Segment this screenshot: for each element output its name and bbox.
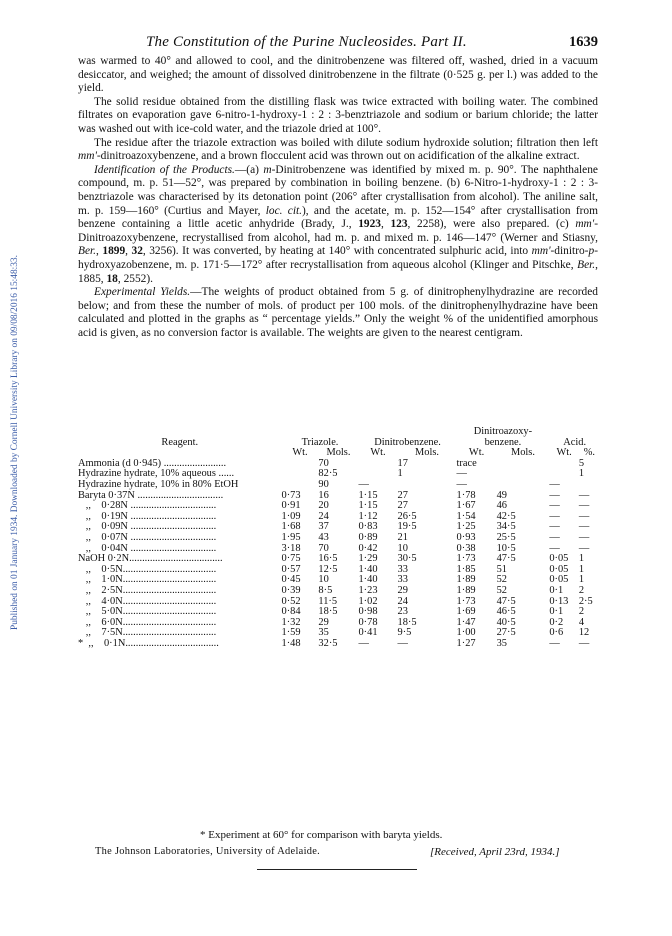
cell-dm: 21 <box>397 531 408 543</box>
table-row <box>78 639 600 650</box>
cell-dm: 23 <box>397 606 408 618</box>
table-row <box>78 533 600 544</box>
cell-tw: 1·59 <box>281 627 301 639</box>
cell-xw: 0·93 <box>456 531 476 543</box>
table-row <box>78 459 600 470</box>
cell-xw: 1·78 <box>456 489 476 501</box>
cell-aw: — <box>549 478 560 490</box>
download-watermark <box>0 150 20 650</box>
cell-tw: 0·45 <box>281 574 301 586</box>
cell-dm: 17 <box>397 457 408 469</box>
col-dinitroazoxy-line1: Dinitroazoxy- <box>473 426 533 437</box>
cell-dw: 1·40 <box>358 574 378 586</box>
table-row <box>78 522 600 533</box>
cell-aw: — <box>549 489 560 501</box>
sub-wt: Wt. <box>370 447 386 459</box>
cell-xm <box>497 480 550 491</box>
received-date: [Received, April 23rd, 1934.] <box>430 846 560 858</box>
cell-am: — <box>578 542 590 554</box>
page-number: 1639 <box>569 34 598 50</box>
cell-aw: — <box>549 637 560 649</box>
cell-tw: 0·73 <box>281 489 301 501</box>
cell-xm: 51 <box>496 563 507 575</box>
cell-xm: 52 <box>496 584 507 596</box>
cell-xm: 25·5 <box>496 531 516 543</box>
table-row <box>78 554 600 565</box>
cell-dm: 33 <box>397 563 408 575</box>
cell-am <box>579 480 600 491</box>
cell-dw: 0·89 <box>358 531 378 543</box>
reagent-cell: ,, 5·0N.................................... <box>78 607 217 618</box>
cell-xm: 52 <box>496 574 507 586</box>
cell-tw: 3·18 <box>281 542 301 554</box>
cell-am: 2 <box>578 606 585 618</box>
cell-xw: 1·27 <box>456 637 476 649</box>
table-row <box>78 628 600 639</box>
yields-table <box>78 427 600 649</box>
cell-tm: 16·5 <box>318 553 338 565</box>
cell-tm: 82·5 <box>318 468 338 480</box>
reagent-cell: ,, 0·07N ................................. <box>78 532 217 543</box>
reagent-cell: ,, 0·28N ................................. <box>78 501 217 512</box>
table-body <box>78 459 600 650</box>
cell-xw: 1·54 <box>456 510 476 522</box>
section-label-identification: Identification of the Products. <box>94 163 235 176</box>
cell-am: 4 <box>578 616 585 628</box>
cell-xw: 1·89 <box>456 584 476 596</box>
cell-tm: 10 <box>318 574 329 586</box>
cell-am: — <box>578 510 590 522</box>
cell-xm: 47·5 <box>496 595 516 607</box>
cell-aw: — <box>549 542 560 554</box>
cell-tw <box>282 480 319 491</box>
cell-aw: 0·05 <box>549 553 569 565</box>
paragraph-experimental-yields: Experimental Yields.—The weights of product obtained from 5 g. of dinitrophenylhydrazine are recorded below; and from these the number of mols. of product per 100 mols. of the dinitrophenylhydrazine have been calculated and plotted in the graphs as “ percentage yields.” Only the weight % of the unidentified amorphous acid is given, as no conversion factor is available. The weights are given to the nearest centigram. <box>78 286 598 339</box>
cell-dm: 26·5 <box>397 510 417 522</box>
table-header-row-1 <box>78 427 600 438</box>
cell-aw: 0·05 <box>549 563 569 575</box>
table-row <box>78 469 600 480</box>
cell-dw: 1·29 <box>358 553 378 565</box>
cell-tm: 16 <box>318 489 329 501</box>
cell-dw: — <box>358 637 369 649</box>
table-row <box>78 501 600 512</box>
cell-aw: 0·05 <box>549 574 569 586</box>
cell-am: — <box>578 637 590 649</box>
cell-am: 5 <box>578 457 585 469</box>
cell-dw: — <box>358 478 369 490</box>
col-dinitroazoxy-line2: benzene. <box>484 436 522 448</box>
cell-dm: 27 <box>397 489 408 501</box>
cell-am: — <box>578 489 590 501</box>
cell-am: 2·5 <box>578 595 593 607</box>
cell-dm: 18·5 <box>397 616 417 628</box>
cell-xm <box>497 469 550 480</box>
cell-xm: 34·5 <box>496 521 516 533</box>
cell-xw: 1·00 <box>456 627 476 639</box>
col-dinitrobenzene: Dinitrobenzene. <box>374 436 441 448</box>
cell-dm: 30·5 <box>397 553 417 565</box>
cell-dw: 1·15 <box>358 489 378 501</box>
cell-dm: 24 <box>397 595 408 607</box>
running-title: The Constitution of the Purine Nucleosides. Part II. <box>146 34 467 50</box>
cell-dw <box>358 459 397 470</box>
cell-xm: 27·5 <box>496 627 516 639</box>
table-row <box>78 597 600 608</box>
cell-aw: 0·1 <box>549 606 564 618</box>
cell-xw: 1·73 <box>456 553 476 565</box>
cell-dw: 0·83 <box>358 521 378 533</box>
cell-aw <box>549 459 579 470</box>
reagent-cell: ,, 0·09N ................................. <box>78 522 217 533</box>
cell-tw: 1·95 <box>281 531 301 543</box>
cell-tm: 35 <box>318 627 329 639</box>
affiliation: The Johnson Laboratories, University of Adelaide. <box>95 846 321 857</box>
cell-tm: 24 <box>318 510 329 522</box>
cell-xw: trace <box>456 457 477 469</box>
table-row <box>78 607 600 618</box>
cell-dm: 29 <box>397 584 408 596</box>
reagent-cell: ,, 4·0N.................................... <box>78 596 217 607</box>
section-label-yields: Experimental Yields. <box>94 286 191 299</box>
cell-tw <box>282 459 319 470</box>
cell-tm: 8·5 <box>318 584 333 596</box>
cell-tm: 20 <box>318 500 329 512</box>
cell-am: 1 <box>578 553 585 565</box>
cell-aw: — <box>549 500 560 512</box>
cell-dw: 0·42 <box>358 542 378 554</box>
reagent-cell: ,, 1·0N.................................... <box>78 575 217 586</box>
body-text <box>78 55 598 340</box>
cell-am: 2 <box>578 584 585 596</box>
cell-xw: — <box>456 478 467 490</box>
cell-am: — <box>578 531 590 543</box>
cell-tm: 43 <box>318 531 329 543</box>
sub-mols: Mols. <box>415 447 439 459</box>
cell-dw: 0·41 <box>358 627 378 639</box>
table-row <box>78 586 600 597</box>
cell-xw: 1·85 <box>456 563 476 575</box>
sub-wt: Wt. <box>556 447 572 459</box>
cell-tm: 70 <box>318 542 329 554</box>
cell-am: 12 <box>578 627 590 639</box>
cell-dw: 0·78 <box>358 616 378 628</box>
reagent-cell: Hydrazine hydrate, 10% aqueous ...... <box>78 469 235 480</box>
col-acid: Acid. <box>563 436 587 448</box>
cell-xm: 40·5 <box>496 616 516 628</box>
reagent-cell: ,, 0·5N.................................... <box>78 564 217 575</box>
download-watermark-text: Published on 01 January 1934. Downloaded by Cornell University Library on 09/08/2016 15:48:33. <box>10 255 20 630</box>
table-row <box>78 512 600 523</box>
cell-tw: 1·32 <box>281 616 301 628</box>
cell-tw: 1·48 <box>281 637 301 649</box>
cell-tw: 1·09 <box>281 510 301 522</box>
cell-tm: 32·5 <box>318 637 338 649</box>
table-row <box>78 491 600 502</box>
cell-xw: 1·47 <box>456 616 476 628</box>
cell-tw: 0·52 <box>281 595 301 607</box>
cell-xm: 46 <box>496 500 507 512</box>
table-footnote: * Experiment at 60° for comparison with baryta yields. <box>200 829 443 841</box>
cell-dw: 1·02 <box>358 595 378 607</box>
cell-xm: 49 <box>496 489 507 501</box>
running-header <box>78 34 598 54</box>
cell-tw <box>282 469 319 480</box>
cell-tw: 1·68 <box>281 521 301 533</box>
sub-mols: Mols. <box>510 447 535 459</box>
cell-aw: — <box>549 510 560 522</box>
cell-dm: 1 <box>397 468 403 480</box>
cell-aw: 0·2 <box>549 616 564 628</box>
cell-am: 1 <box>578 563 585 575</box>
cell-xw: — <box>456 468 467 480</box>
cell-xw: 1·73 <box>456 595 476 607</box>
cell-xm: 35 <box>496 637 507 649</box>
reagent-cell: ,, 6·0N.................................... <box>78 617 217 628</box>
reagent-cell: Baryta 0·37N ................................. <box>78 490 224 501</box>
cell-tm: 12·5 <box>318 563 338 575</box>
reagent-cell: ,, 0·19N ................................. <box>78 511 217 522</box>
cell-xw: 1·89 <box>456 574 476 586</box>
cell-am: — <box>578 521 590 533</box>
cell-tm: 70 <box>318 457 329 469</box>
cell-xw: 1·25 <box>456 521 476 533</box>
cell-tm: 90 <box>318 478 329 490</box>
cell-tm: 11·5 <box>318 595 338 607</box>
sub-pct: %. <box>583 447 596 459</box>
paragraph-identification: Identification of the Products.—(a) m-Dinitrobenzene was identified by mixed m. p. 90°. The naphthalene compound, m. p. 51—52°, was prepared by combination in boiling benzene. (b) 6-Nitro-1-hydroxy-1 : 2 : 3-benztriazole was characterised by its detonation point (206° after crystallisation from alcohol). The aniline salt, m. p. 159—160° (Curtius and Mayer, loc. cit.), and the acetate, m. p. 152—154° after crystallisation from benzene containing a little acetic anhydride (Brady, J., 1923, 123, 2258), were also prepared. (c) mm'-Dinitroazoxybenzene, recrystallised from alcohol, had m. p. and mixed m. p. 146—147° (Werner and Stiasny, Ber., 1899, 32, 3256). It was converted, by heating at 140° with concentrated sulphuric acid, into mm'-dinitro-p-hydroxyazobenzene, m. p. 171·5—172° after recrystallisation from aqueous alcohol (Klinger and Pitschke, Ber., 1885, 18, 2552). <box>78 163 598 285</box>
reagent-cell: ,, 7·5N.................................... <box>78 628 217 639</box>
reagent-cell: NaOH 0·2N.................................... <box>78 554 223 565</box>
cell-am: 1 <box>578 468 585 480</box>
table-row <box>78 618 600 629</box>
col-triazole: Triazole. <box>301 436 339 448</box>
cell-am: 1 <box>578 574 585 586</box>
col-reagent: Reagent. <box>161 436 199 448</box>
reagent-cell: ,, 2·5N.................................... <box>78 585 217 596</box>
sub-wt: Wt. <box>468 447 485 459</box>
cell-aw: — <box>549 521 560 533</box>
table-header-row-3 <box>78 448 600 459</box>
cell-tw: 0·75 <box>281 553 301 565</box>
cell-xm: 46·5 <box>496 606 516 618</box>
table-row <box>78 575 600 586</box>
cell-tm: 37 <box>318 521 329 533</box>
cell-tw: 0·57 <box>281 563 301 575</box>
paragraph-2: The solid residue obtained from the distilling flask was twice extracted with boiling water. The combined filtrates on evaporation gave 6-nitro-1-hydroxy-1 : 2 : 3-benztriazole and sodium or barium chloride; the latter was washed out with ice-cold water, and the triazole dried at 100°. <box>78 95 598 135</box>
cell-tm: 29 <box>318 616 329 628</box>
paragraph-1: was warmed to 40° and allowed to cool, and the dinitrobenzene was filtered off, washed, dried in a vacuum desiccator, and weighed; the amount of dissolved dinitrobenzene in the filtrate (0·525 g. per l.) was added to the yield. <box>78 55 598 95</box>
table-row <box>78 480 600 491</box>
cell-tw: 0·84 <box>281 606 301 618</box>
cell-dm: 10 <box>397 542 408 554</box>
table-row <box>78 544 600 555</box>
cell-dm: 33 <box>397 574 408 586</box>
cell-dm: 19·5 <box>397 521 417 533</box>
cell-dm <box>398 480 457 491</box>
cell-aw: 0·13 <box>549 595 569 607</box>
reagent-cell: * ,, 0·1N.................................... <box>78 638 219 649</box>
reagent-cell: Ammonia (d 0·945) ........................ <box>78 458 227 469</box>
cell-tm: 18·5 <box>318 606 338 618</box>
cell-dm: 27 <box>397 500 408 512</box>
cell-xm: 10·5 <box>496 542 516 554</box>
table-row <box>78 565 600 576</box>
cell-aw: — <box>549 531 560 543</box>
cell-dw: 0·98 <box>358 606 378 618</box>
cell-am: — <box>578 500 590 512</box>
cell-tw: 0·39 <box>281 584 301 596</box>
sub-mols: Mols. <box>326 447 351 459</box>
cell-xm <box>497 459 550 470</box>
cell-dm: 9·5 <box>397 627 412 639</box>
cell-aw: 0·6 <box>549 627 564 639</box>
cell-xw: 0·38 <box>456 542 476 554</box>
paragraph-3: The residue after the triazole extraction was boiled with dilute sodium hydroxide solution; filtration then left mm'-dinitroazoxybenzene, and a brown flocculent acid was thrown out on acidification of the alkaline extract. <box>78 136 598 163</box>
cell-dw: 1·23 <box>358 584 378 596</box>
sub-wt: Wt. <box>292 447 308 459</box>
cell-dw: 1·15 <box>358 500 378 512</box>
cell-dw: 1·12 <box>358 510 378 522</box>
cell-tw: 0·91 <box>281 500 301 512</box>
reagent-cell: ,, 0·04N ................................. <box>78 543 217 554</box>
cell-aw: 0·1 <box>549 584 564 596</box>
cell-xw: 1·67 <box>456 500 476 512</box>
cell-xw: 1·69 <box>456 606 476 618</box>
reagent-cell: Hydrazine hydrate, 10% in 80% EtOH <box>78 479 239 490</box>
end-rule <box>257 869 417 870</box>
cell-xm: 47·5 <box>496 553 516 565</box>
cell-dw: 1·40 <box>358 563 378 575</box>
cell-xm: 42·5 <box>496 510 516 522</box>
cell-dm: — <box>397 637 408 649</box>
